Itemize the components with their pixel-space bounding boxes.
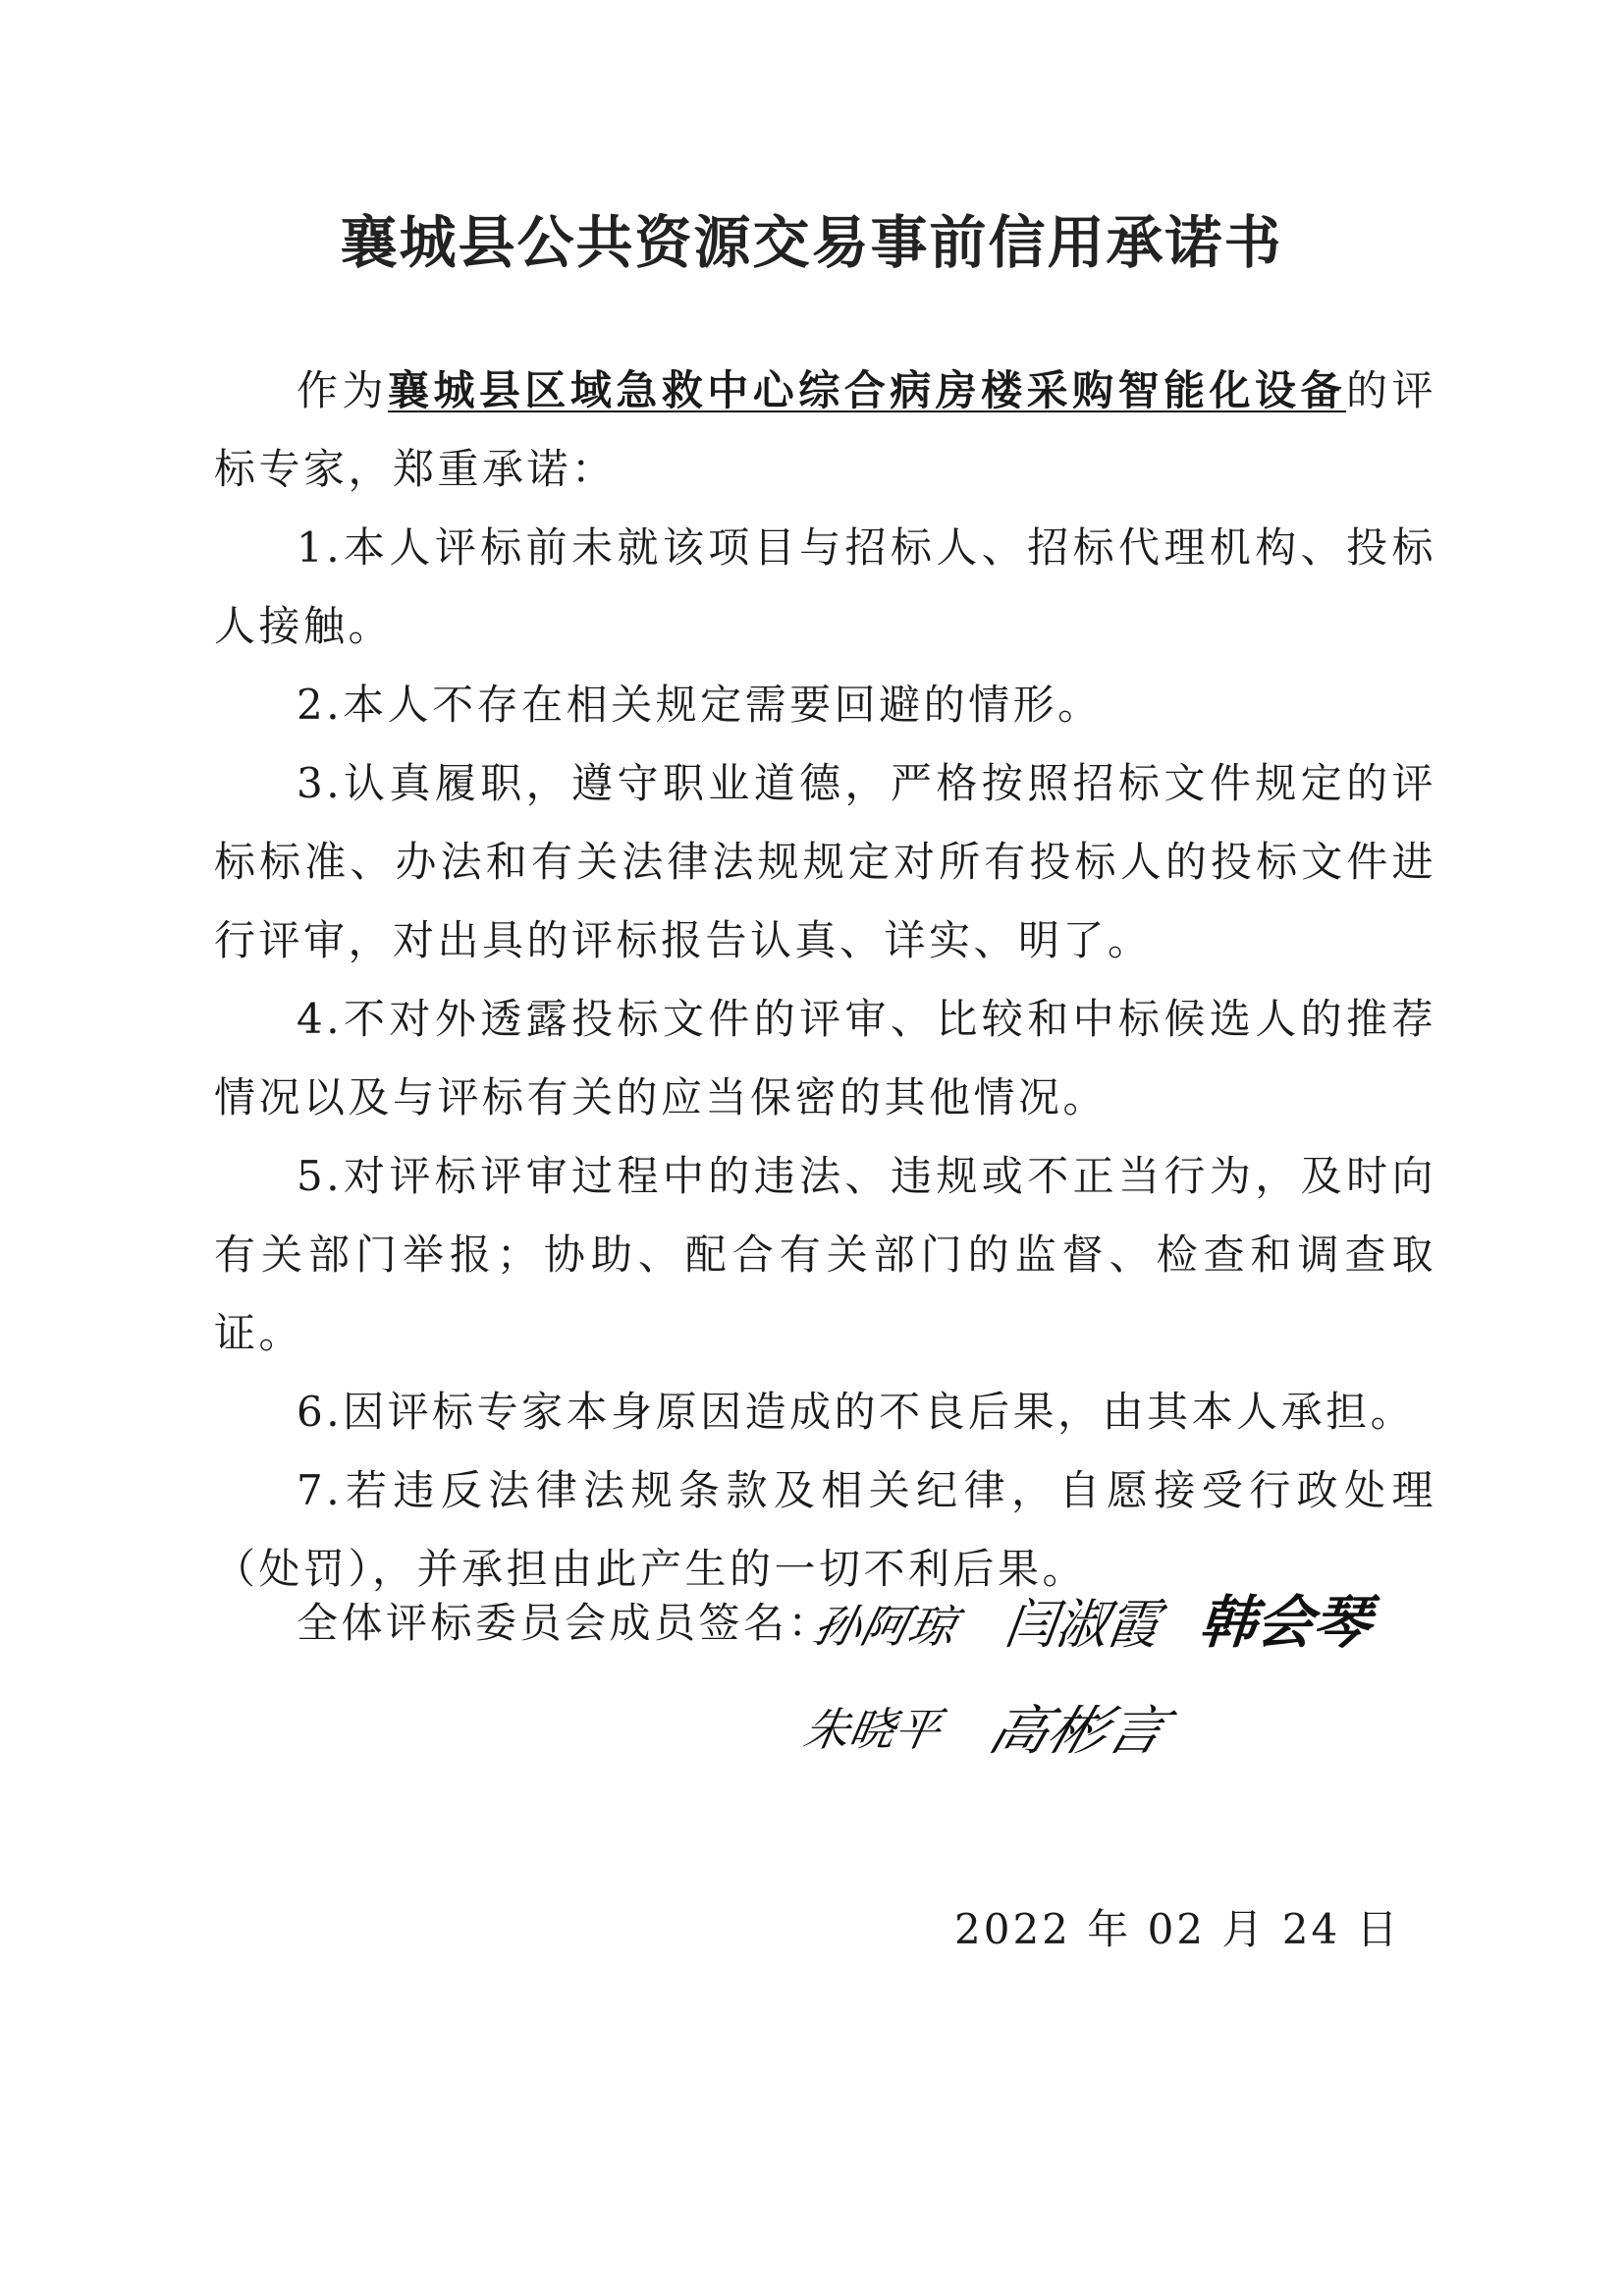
signature-label: 全体评标委员会成员签名： — [297, 1599, 834, 1647]
commitment-item: 4.不对外透露投标文件的评审、比较和中标候选人的推荐情况以及与评标有关的应当保密的其他情况。 — [214, 995, 1436, 1121]
handwritten-signature: 孙阿琼 — [808, 1601, 961, 1654]
signing-date: 2022 年 02 月 24 日 — [954, 1905, 1401, 1953]
intro-prefix: 作为 — [297, 366, 388, 414]
commitment-item: 6.因评标专家本身原因造成的不良后果，由其本人承担。 — [297, 1388, 1416, 1436]
document-title: 襄城县公共资源交易事前信用承诺书 — [340, 209, 1283, 276]
intro-suffix: 的评标专家，郑重承诺： — [214, 366, 1436, 493]
commitment-item: 3.认真履职，遵守职业道德，严格按照招标文件规定的评标标准、办法和有关法律法规规定对所有投标人的投标文件进行评审，对出具的评标报告认真、详实、明了。 — [214, 759, 1436, 964]
commitment-item: 1.本人评标前未就该项目与招标人、招标代理机构、投标人接触。 — [214, 523, 1436, 650]
document-body — [214, 352, 1436, 1609]
commitment-item: 7.若违反法律法规条款及相关纪律，自愿接受行政处理（处罚），并承担由此产生的一切不利后果。 — [214, 1466, 1436, 1593]
handwritten-signature: 闫淑霞 — [1001, 1594, 1163, 1657]
intro-paragraph — [214, 352, 1436, 509]
handwritten-signature: 高彬言 — [981, 1700, 1175, 1762]
handwritten-signature: 朱晓平 — [799, 1703, 946, 1756]
commitment-item: 5.对评标评审过程中的违法、违规或不正当行为，及时向有关部门举报；协助、配合有关部门的监督、检查和调查取证。 — [214, 1152, 1436, 1357]
commitment-item: 2.本人不存在相关规定需要回避的情形。 — [297, 681, 1103, 729]
handwritten-signature: 韩会琴 — [1197, 1589, 1374, 1656]
project-name: 襄城县区域急救中心综合病房楼采购智能化设备 — [387, 366, 1346, 414]
